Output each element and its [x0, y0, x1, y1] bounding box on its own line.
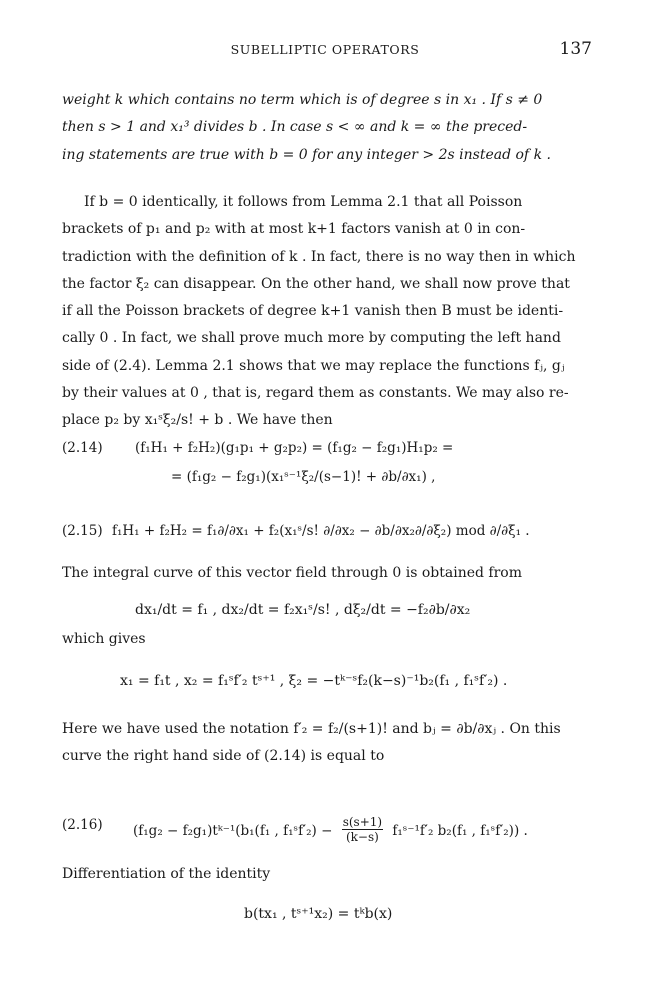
- paragraph-line: if all the Poisson brackets of degree k+1 vanish then B must be identi-: [62, 303, 564, 320]
- paragraph-line: curve the right hand side of (2.14) is equal to: [62, 748, 385, 765]
- equation-2-16: [133, 817, 528, 846]
- equation-2-14-line1: (f₁H₁ + f₂H₂)(g₁p₁ + g₂p₂) = (f₁g₂ − f₂g₁)H₁p₂ =: [135, 440, 454, 456]
- fraction-denominator: (k−s): [345, 830, 379, 844]
- equation-2-16-left: (f₁g₂ − f₂g₁)tᵏ⁻¹(b₁(f₁ , f₁ˢf′₂) −: [133, 823, 333, 839]
- paragraph-line: the factor ξ₂ can disappear. On the other hand, we shall now prove that: [62, 275, 570, 292]
- theorem-continuation: [62, 87, 608, 169]
- body-text-line: The integral curve of this vector field through 0 is obtained from: [62, 565, 522, 581]
- proof-paragraph: [62, 189, 608, 435]
- theorem-line: ing statements are true with b = 0 for any integer > 2s instead of k .: [62, 146, 551, 163]
- paragraph-line: cally 0 . In fact, we shall prove much more by computing the left hand: [62, 330, 561, 347]
- paragraph-line: Here we have used the notation f′₂ = f₂/(s+1)! and bⱼ = ∂b/∂xⱼ . On this: [62, 721, 561, 737]
- paragraph-line: place p₂ by x₁ˢξ₂/s! + b . We have then: [62, 412, 333, 429]
- solution-formula: x₁ = f₁t , x₂ = f₁ˢf′₂ tˢ⁺¹ , ξ₂ = −tᵏ⁻ˢf₂(k−s)⁻¹b₂(f₁ , f₁ˢf′₂) .: [120, 673, 508, 689]
- running-head: SUBELLIPTIC OPERATORS: [230, 42, 420, 57]
- notation-paragraph: [62, 716, 608, 771]
- body-text-line: Differentiation of the identity: [62, 866, 271, 882]
- body-text-line: which gives: [62, 631, 146, 647]
- fraction-numerator: s(s+1): [342, 815, 383, 829]
- fraction: [342, 815, 383, 844]
- paragraph-line: side of (2.4). Lemma 2.1 shows that we may replace the functions fⱼ, gⱼ: [62, 357, 565, 374]
- paragraph-line: brackets of p₁ and p₂ with at most k+1 factors vanish at 0 in con-: [62, 221, 526, 238]
- page-header: [0, 39, 650, 64]
- theorem-line: then s > 1 and x₁³ divides b . In case s < ∞ and k = ∞ the preced-: [62, 119, 528, 136]
- equation-label: (2.14): [62, 440, 103, 456]
- equation-2-16-right: f₁ˢ⁻¹f′₂ b₂(f₁ , f₁ˢf′₂)) .: [392, 823, 528, 839]
- equation-2-15: f₁H₁ + f₂H₂ = f₁∂/∂x₁ + f₂(x₁ˢ/s! ∂/∂x₂ − ∂b/∂x₂∂/∂ξ₂) mod ∂/∂ξ₁ .: [112, 523, 530, 539]
- equation-label: (2.15): [62, 523, 103, 539]
- theorem-line: weight k which contains no term which is of degree s in x₁ . If s ≠ 0: [62, 92, 543, 108]
- ode-system: dx₁/dt = f₁ , dx₂/dt = f₂x₁ˢ/s! , dξ₂/dt = −f₂∂b/∂x₂: [135, 602, 471, 618]
- page-number: 137: [559, 39, 592, 59]
- paragraph-line: If b = 0 identically, it follows from Lemma 2.1 that all Poisson: [84, 194, 523, 210]
- paragraph-line: by their values at 0 , that is, regard them as constants. We may also re-: [62, 385, 569, 402]
- equation-2-14-line2: = (f₁g₂ − f₂g₁)(x₁ˢ⁻¹ξ₂/(s−1)! + ∂b/∂x₁) ,: [171, 469, 436, 485]
- paragraph-line: tradiction with the definition of k . In fact, there is no way then in which: [62, 248, 576, 265]
- identity-formula: b(tx₁ , tˢ⁺¹x₂) = tᵏb(x): [244, 906, 393, 922]
- equation-label: (2.16): [62, 817, 103, 833]
